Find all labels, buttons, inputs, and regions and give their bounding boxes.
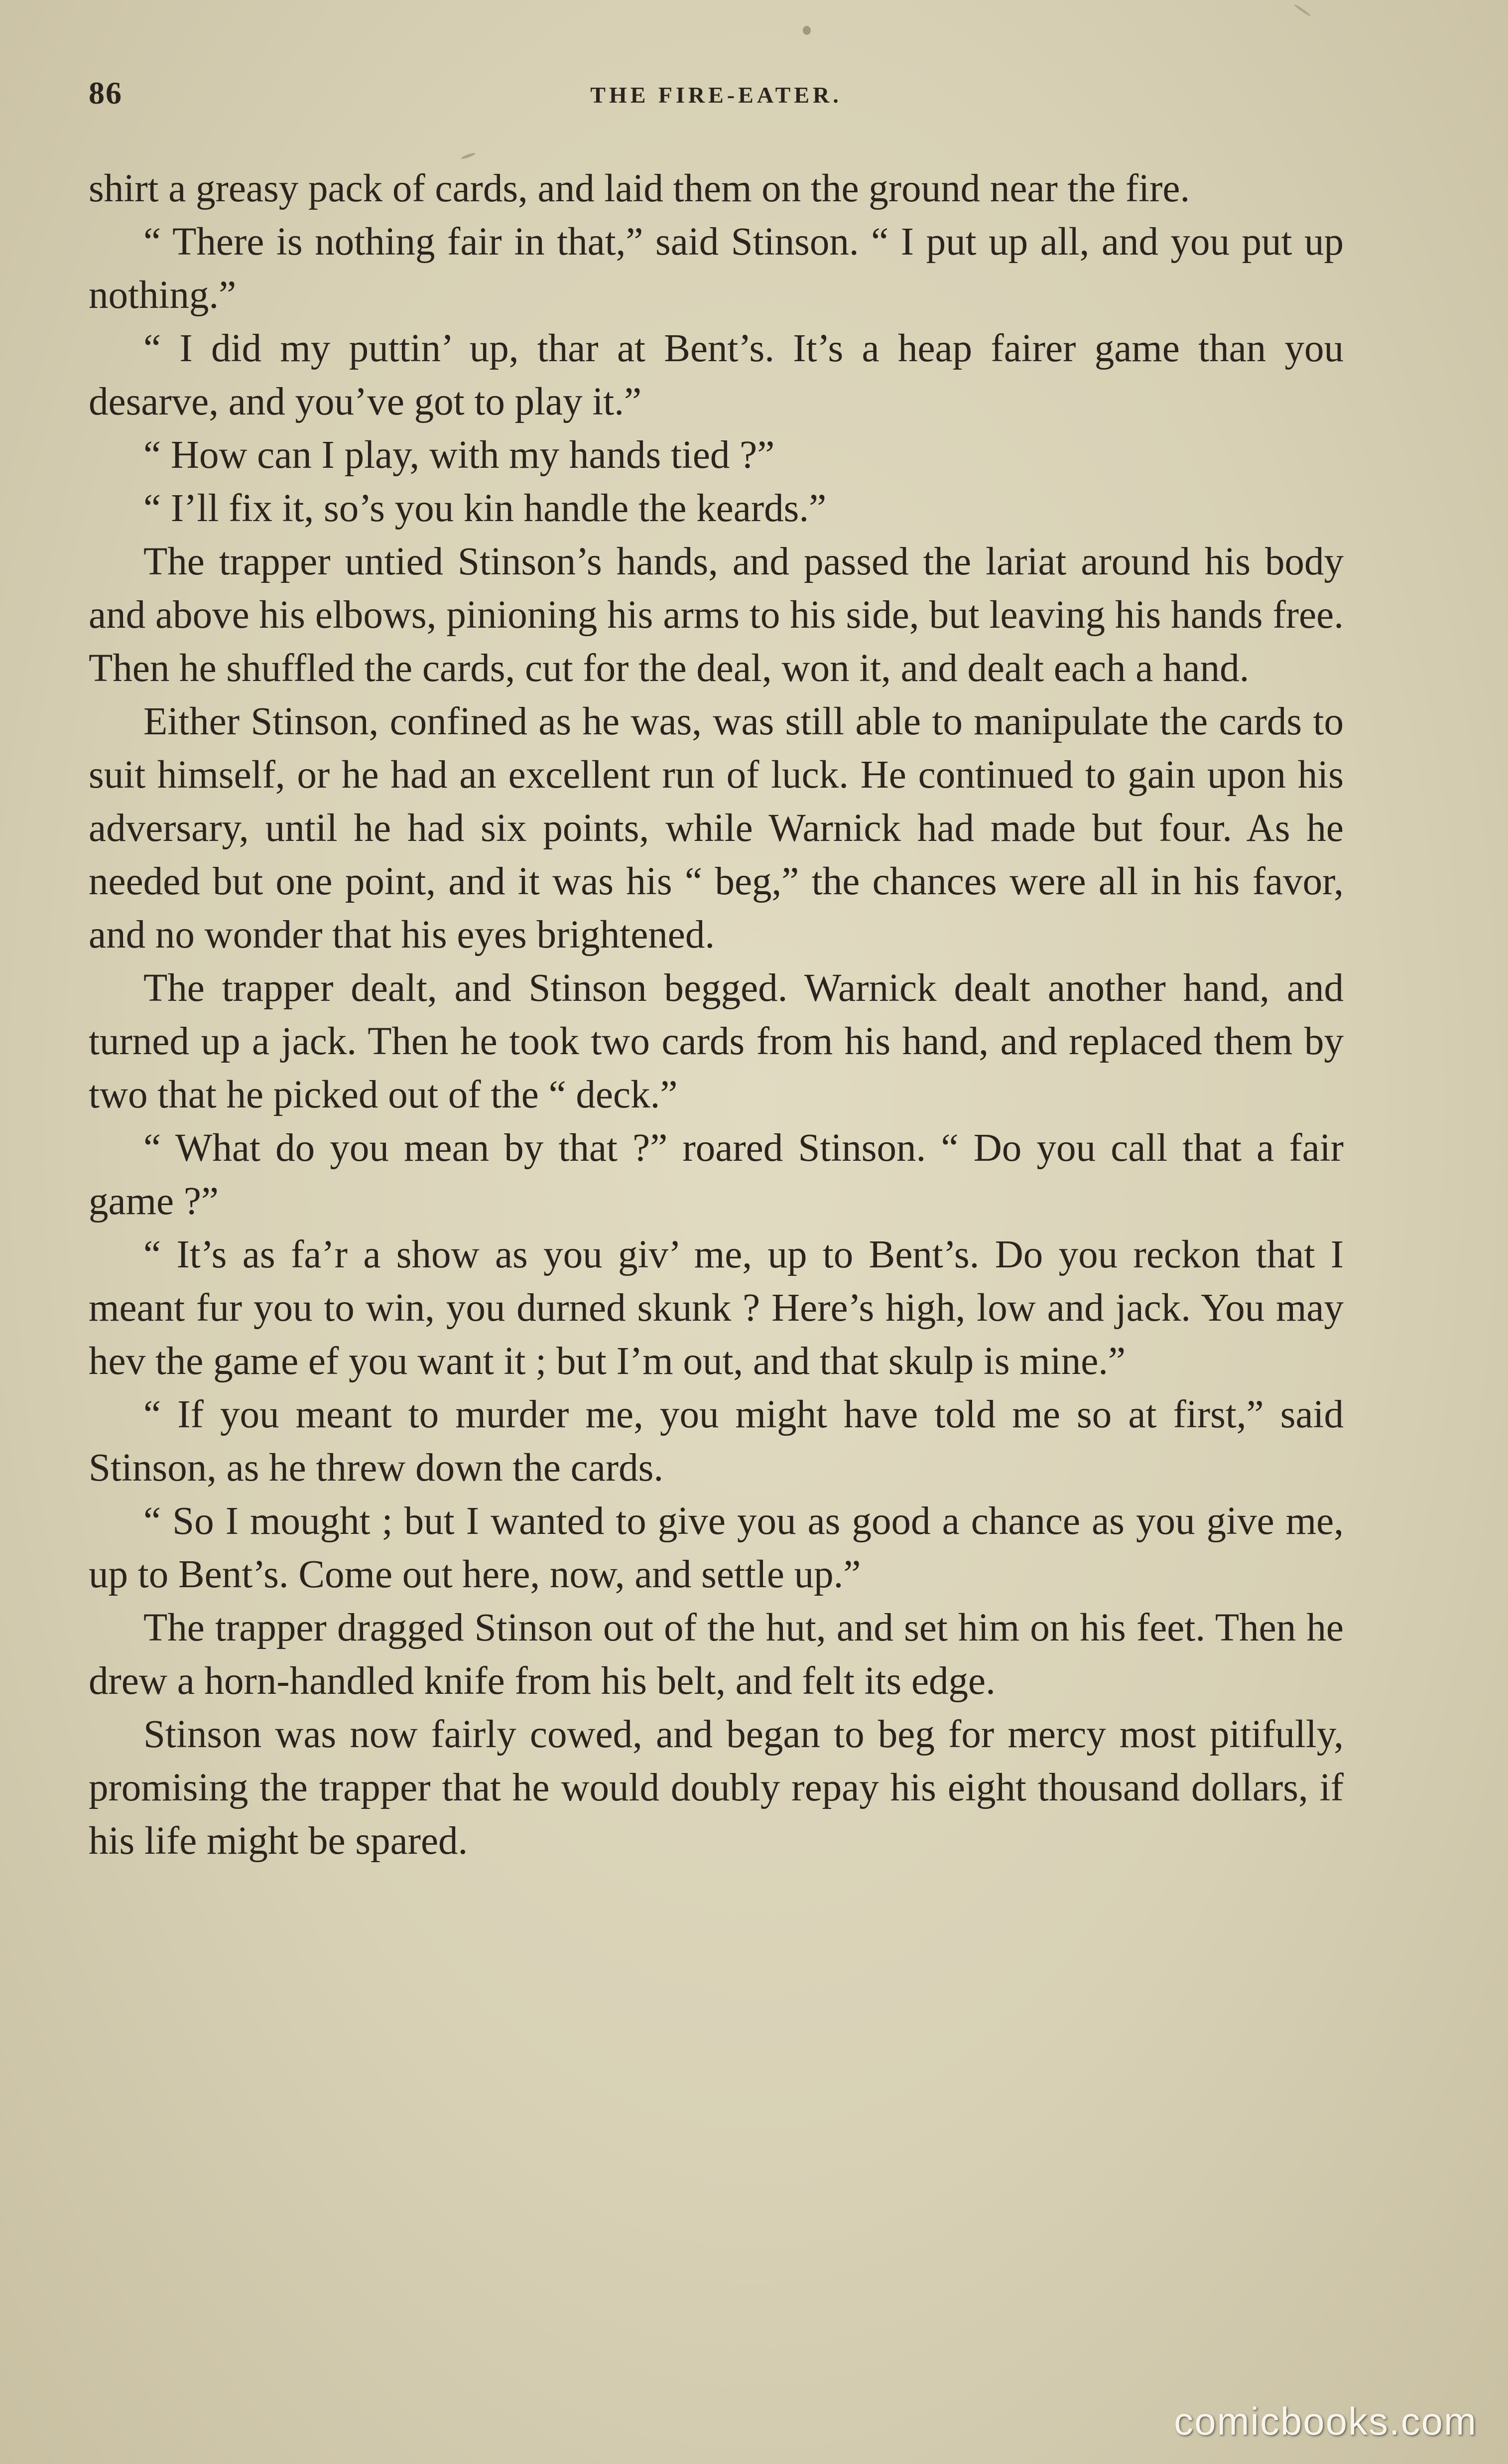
ink-speck xyxy=(1293,3,1311,17)
paragraph: shirt a greasy pack of cards, and laid them on the ground near the fire. xyxy=(89,167,1190,210)
body-text xyxy=(89,162,1344,1868)
site-watermark: comicbooks.com xyxy=(1174,2399,1477,2443)
page-number: 86 xyxy=(89,75,123,111)
paragraph: The trapper dragged Stinson out of the hut, and set him on his feet. Then he drew a horn-handled knife from his belt, and felt its edge. xyxy=(89,1606,1344,1703)
paragraph: “ If you meant to murder me, you might have told me so at first,” said Stinson, as he threw down the cards. xyxy=(89,1393,1344,1490)
paragraph: Either Stinson, confined as he was, was still able to manipulate the cards to suit himself, or he had an excellent run of luck. He continued to gain upon his adversary, until he had six points, while Warnick had made but four. As he needed but one point, and it was his “ beg,” the chances were all in his favor, and no wonder that his eyes brightened. xyxy=(89,700,1344,957)
paragraph: “ I did my puttin’ up, thar at Bent’s. It’s a heap fairer game than you desarve, and you’ve got to play it.” xyxy=(89,327,1344,423)
ink-speck xyxy=(803,26,811,35)
paragraph: The trapper untied Stinson’s hands, and passed the lariat around his body and above his elbows, pinioning his arms to his side, but leaving his hands free. Then he shuffled the cards, cut for the deal, won it, and dealt each a hand. xyxy=(89,540,1344,690)
paragraph: Stinson was now fairly cowed, and began to beg for mercy most pitifully, promising the trapper that he would doubly repay his eight thousand dollars, if his life might be spared. xyxy=(89,1713,1344,1863)
paragraph: “ So I mought ; but I wanted to give you as good a chance as you give me, up to Bent’s. Come out here, now, and settle up.” xyxy=(89,1500,1344,1596)
page-header xyxy=(89,75,1344,125)
ink-speck xyxy=(461,152,476,160)
paragraph: “ It’s as fa’r a show as you giv’ me, up to Bent’s. Do you reckon that I meant fur you to win, you durned skunk ? Here’s high, low and jack. You may hev the game ef you want it ; but I’m out, and that skulp is mine.” xyxy=(89,1233,1344,1383)
paragraph: “ I’ll fix it, so’s you kin handle the keards.” xyxy=(143,487,827,530)
paragraph: “ There is nothing fair in that,” said Stinson. “ I put up all, and you put up nothing.” xyxy=(89,220,1344,317)
paragraph: The trapper dealt, and Stinson begged. Warnick dealt another hand, and turned up a jack. Then he took two cards from his hand, and replaced them by two that he picked out of the “ deck.” xyxy=(89,966,1344,1116)
running-title: THE FIRE-EATER. xyxy=(590,82,842,108)
paragraph: “ How can I play, with my hands tied ?” xyxy=(143,433,775,477)
paragraph: “ What do you mean by that ?” roared Stinson. “ Do you call that a fair game ?” xyxy=(89,1126,1344,1223)
